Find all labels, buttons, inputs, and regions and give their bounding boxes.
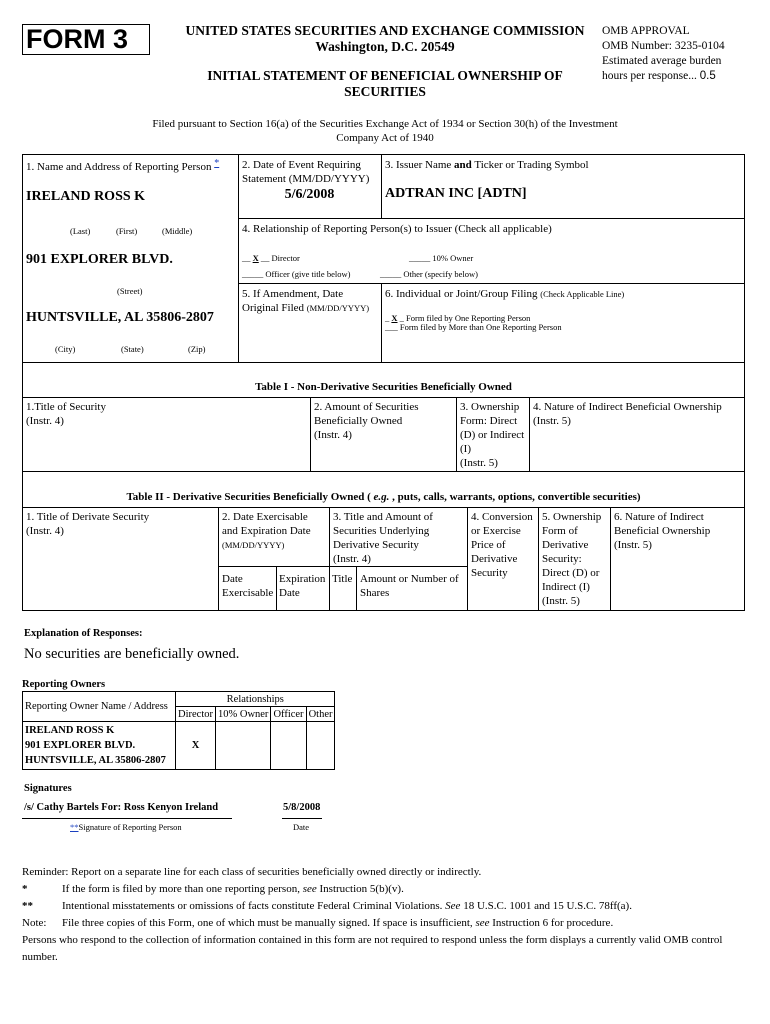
table2-title — [22, 490, 745, 504]
box6-label — [385, 287, 624, 301]
middle-label: (Middle) — [162, 226, 193, 236]
table1-title: Table I - Non-Derivative Securities Beneficially Owned — [255, 381, 512, 393]
table1-col-ownership — [460, 400, 524, 470]
one-person-check: X — [391, 313, 398, 323]
table2-col-title — [26, 510, 149, 538]
street-label: (Street) — [117, 286, 143, 296]
n2b: 18 U.S.C. 1001 and 15 U.S.C. 78ff(a). — [463, 900, 632, 912]
street-value: 901 EXPLORER BLVD. — [26, 252, 173, 267]
t1c4b: (Instr. 5) — [533, 415, 571, 427]
t2c2b: and Expiration Date — [222, 525, 311, 537]
table-row — [23, 722, 335, 770]
table2-col-ownership — [542, 510, 601, 608]
owner-street: 901 EXPLORER BLVD. — [25, 740, 136, 751]
note-double-star — [22, 898, 742, 915]
table1-col-title — [26, 400, 106, 428]
box1-label — [26, 160, 219, 175]
director-prefix: __ — [242, 253, 251, 263]
signature-date: 5/8/2008 — [283, 802, 321, 813]
t1c3a: 3. Ownership — [460, 401, 520, 413]
box3-label-a: 3. Issuer Name — [385, 159, 452, 171]
t2sdb: Exercisable — [222, 587, 274, 599]
box5-label — [242, 287, 369, 315]
city-label: (City) — [55, 344, 76, 354]
officer-line: _____ Officer (give title below) — [242, 269, 351, 279]
note-note-key: Note: — [22, 917, 47, 929]
t2c1b: (Instr. 4) — [26, 525, 64, 537]
signatures-heading: Signatures — [24, 783, 72, 794]
relationships-header: Relationships — [176, 692, 335, 707]
table2-title-b: , puts, calls, warrants, options, convertible securities) — [392, 491, 641, 503]
note-note-text — [62, 915, 742, 932]
omb-burden-line — [602, 69, 762, 84]
n3b: Instruction 6 for procedure. — [492, 917, 614, 929]
director-check: X — [252, 253, 259, 263]
omb-burden-label: Estimated average burden — [602, 55, 722, 67]
col-ten-pct: 10% Owner — [215, 707, 270, 722]
table2-sub-title: Title — [332, 573, 353, 585]
note-star-text — [62, 881, 742, 898]
t2c3c: Derivative Security — [333, 539, 419, 551]
owner-address-cell — [23, 722, 176, 770]
table2-col-nature — [614, 510, 710, 552]
agency-name: UNITED STATES SECURITIES AND EXCHANGE COMMISSION — [185, 23, 585, 38]
reporting-owners-table — [22, 691, 335, 770]
omb-approval-label: OMB APPROVAL — [602, 25, 690, 37]
date-label: Date — [293, 822, 310, 832]
reporting-owners-heading: Reporting Owners — [22, 679, 106, 690]
table2-title-a: Table II - Derivative Securities Beneficially Owned ( — [126, 491, 371, 503]
signature-label — [70, 822, 182, 832]
table1-col-nature — [533, 400, 722, 428]
ten-pct-owner-line: _____ 10% Owner — [409, 253, 474, 263]
director-line — [242, 253, 300, 263]
n1see: see — [302, 883, 317, 895]
t2sab: Shares — [360, 587, 390, 599]
t2sda: Date — [222, 573, 243, 585]
t2c4d: Derivative — [471, 553, 518, 565]
director-label: __ Director — [260, 253, 300, 263]
box5-label-format: (MM/DD/YYYY) — [306, 303, 370, 313]
t2c3d: (Instr. 4) — [333, 553, 371, 565]
omb-burden-text: hours per response... — [602, 70, 697, 82]
n3see: see — [475, 917, 490, 929]
t2c5g: (Instr. 5) — [542, 595, 580, 607]
t2c5b: Form of — [542, 525, 578, 537]
table2-sub-amount — [360, 572, 459, 600]
t1c3b: Form: Direct — [460, 415, 518, 427]
explanation-text: No securities are beneficially owned. — [24, 646, 240, 662]
box6-label-text: 6. Individual or Joint/Group Filing — [385, 288, 538, 300]
t2c5c: Derivative — [542, 539, 589, 551]
t1c1b: (Instr. 4) — [26, 415, 64, 427]
other-line: _____ Other (specify below) — [380, 269, 478, 279]
event-date-value: 5/6/2008 — [284, 187, 335, 202]
t1c2b: Beneficially Owned — [314, 415, 403, 427]
signature-label-text: Signature of Reporting Person — [78, 822, 182, 832]
box2-label-line1: 2. Date of Event Requiring — [242, 159, 361, 171]
t2c6a: 6. Nature of Indirect — [614, 511, 704, 523]
agency-header — [160, 23, 610, 100]
owner-name: IRELAND ROSS K — [25, 725, 115, 736]
t2c6b: Beneficial Ownership — [614, 525, 711, 537]
box3-label — [385, 158, 589, 172]
t2c4b: or Exercise — [471, 525, 521, 537]
t2c5d: Security: — [542, 553, 582, 565]
box5-label-line1: 5. If Amendment, Date — [242, 288, 344, 300]
t2c2c: (MM/DD/YYYY) — [222, 540, 285, 550]
city-state-zip-value: HUNTSVILLE, AL 35806-2807 — [26, 310, 214, 325]
box5-label-line2: Original Filed — [242, 302, 305, 314]
one-person-prefix: _ — [385, 313, 390, 323]
double-star-footnote-link[interactable]: ** — [70, 822, 79, 832]
more-persons-line: ___ Form filed by More than One Reporting Person — [385, 322, 562, 332]
t2c3a: 3. Title and Amount of — [333, 511, 433, 523]
table2-col-underlying — [333, 510, 433, 566]
explanation-heading: Explanation of Responses: — [24, 628, 143, 639]
t2c5e: Direct (D) or — [542, 567, 600, 579]
t1c3d: (I) — [460, 443, 471, 455]
note-star — [22, 881, 742, 898]
box1-label-text: 1. Name and Address of Reporting Person — [26, 161, 212, 173]
t1c4a: 4. Nature of Indirect Beneficial Ownership — [533, 401, 722, 413]
box4-label: 4. Relationship of Reporting Person(s) to Issuer (Check all applicable) — [242, 223, 552, 235]
box6-label-note: (Check Applicable Line) — [540, 289, 625, 299]
notes-section — [22, 864, 742, 966]
t2seb: Date — [279, 587, 300, 599]
signer-name: /s/ Cathy Bartels For: Ross Kenyon Ireland — [24, 802, 219, 813]
note-star-key: * — [22, 883, 28, 895]
star-footnote-link[interactable]: * — [214, 158, 220, 169]
owner-city: HUNTSVILLE, AL 35806-2807 — [25, 755, 166, 766]
n2a: Intentional misstatements or omissions of facts constitute Federal Criminal Violations. — [62, 900, 443, 912]
reporting-person-name: IRELAND ROSS K — [26, 189, 146, 204]
table1-col-amount — [314, 400, 419, 442]
box3-label-and: and — [454, 159, 472, 171]
t2c3b: Securities Underlying — [333, 525, 430, 537]
n2see: See — [445, 900, 461, 912]
n1a: If the form is filed by more than one reporting person, — [62, 883, 300, 895]
table2-title-eg: e.g. — [373, 491, 390, 503]
col-director: Director — [176, 707, 216, 722]
n1b: Instruction 5(b)(v). — [319, 883, 404, 895]
t2c4e: Security — [471, 567, 508, 579]
omb-burden-value: 0.5 — [699, 70, 716, 82]
state-label: (State) — [121, 344, 144, 354]
one-person-label: _ Form filed by One Reporting Person — [399, 313, 531, 323]
t2c2a: 2. Date Exercisable — [222, 511, 308, 523]
col-other: Other — [306, 707, 335, 722]
n3a: File three copies of this Form, one of which must be manually signed. If space is insufficient, — [62, 917, 473, 929]
t2c6c: (Instr. 5) — [614, 539, 652, 551]
last-label: (Last) — [70, 226, 91, 236]
filed-pursuant: Filed pursuant to Section 16(a) of the Securities Exchange Act of 1934 or Section 30(h) of the Investment Company Act of 1940 — [152, 118, 618, 144]
table2-col-conversion — [471, 510, 533, 580]
zip-label: (Zip) — [188, 344, 206, 354]
owner-officer-mark — [271, 722, 306, 770]
reminder-text: Reminder: Report on a separate line for each class of securities beneficially owned directly or indirectly. — [22, 866, 482, 878]
table2-sub-date-exercisable — [222, 572, 273, 600]
issuer-value: ADTRAN INC [ADTN] — [385, 186, 527, 201]
omb-number: OMB Number: 3235-0104 — [602, 40, 725, 52]
omb-control-notice: Persons who respond to the collection of information contained in this form are not required to respond unless the form displays a currently valid OMB control number. — [22, 934, 723, 963]
t2sea: Expiration — [279, 573, 326, 585]
note-note — [22, 915, 742, 932]
t1c2c: (Instr. 4) — [314, 429, 352, 441]
t2saa: Amount or Number of — [360, 573, 459, 585]
form-title: FORM 3 — [22, 24, 150, 55]
omb-approval — [602, 24, 762, 84]
owner-other-mark — [306, 722, 335, 770]
t2c4c: Price of — [471, 539, 506, 551]
col-officer: Officer — [271, 707, 306, 722]
note-double-star-key: ** — [22, 900, 33, 912]
owner-ten-pct-mark — [215, 722, 270, 770]
t1c3c: (D) or Indirect — [460, 429, 525, 441]
box2-label-line2: Statement (MM/DD/YYYY) — [242, 173, 370, 185]
t2c5f: Indirect (I) — [542, 581, 590, 593]
t2c1a: 1. Title of Derivate Security — [26, 511, 150, 523]
first-label: (First) — [116, 226, 138, 236]
col-owner-name: Reporting Owner Name / Address — [23, 692, 176, 722]
table2-sub-expiration — [279, 572, 325, 600]
statement-title: INITIAL STATEMENT OF BENEFICIAL OWNERSHIP OF SECURITIES — [207, 68, 563, 99]
note-double-star-text — [62, 898, 742, 915]
t1c1a: 1.Title of Security — [26, 401, 106, 413]
owner-director-mark: X — [176, 722, 216, 770]
agency-location: Washington, D.C. 20549 — [315, 39, 455, 54]
t1c2a: 2. Amount of Securities — [314, 401, 419, 413]
box2-label — [242, 158, 369, 186]
t1c3e: (Instr. 5) — [460, 457, 498, 469]
t2c4a: 4. Conversion — [471, 511, 533, 523]
t2c5a: 5. Ownership — [542, 511, 602, 523]
box3-label-b: Ticker or Trading Symbol — [474, 159, 589, 171]
table2-col-dates — [222, 510, 311, 552]
